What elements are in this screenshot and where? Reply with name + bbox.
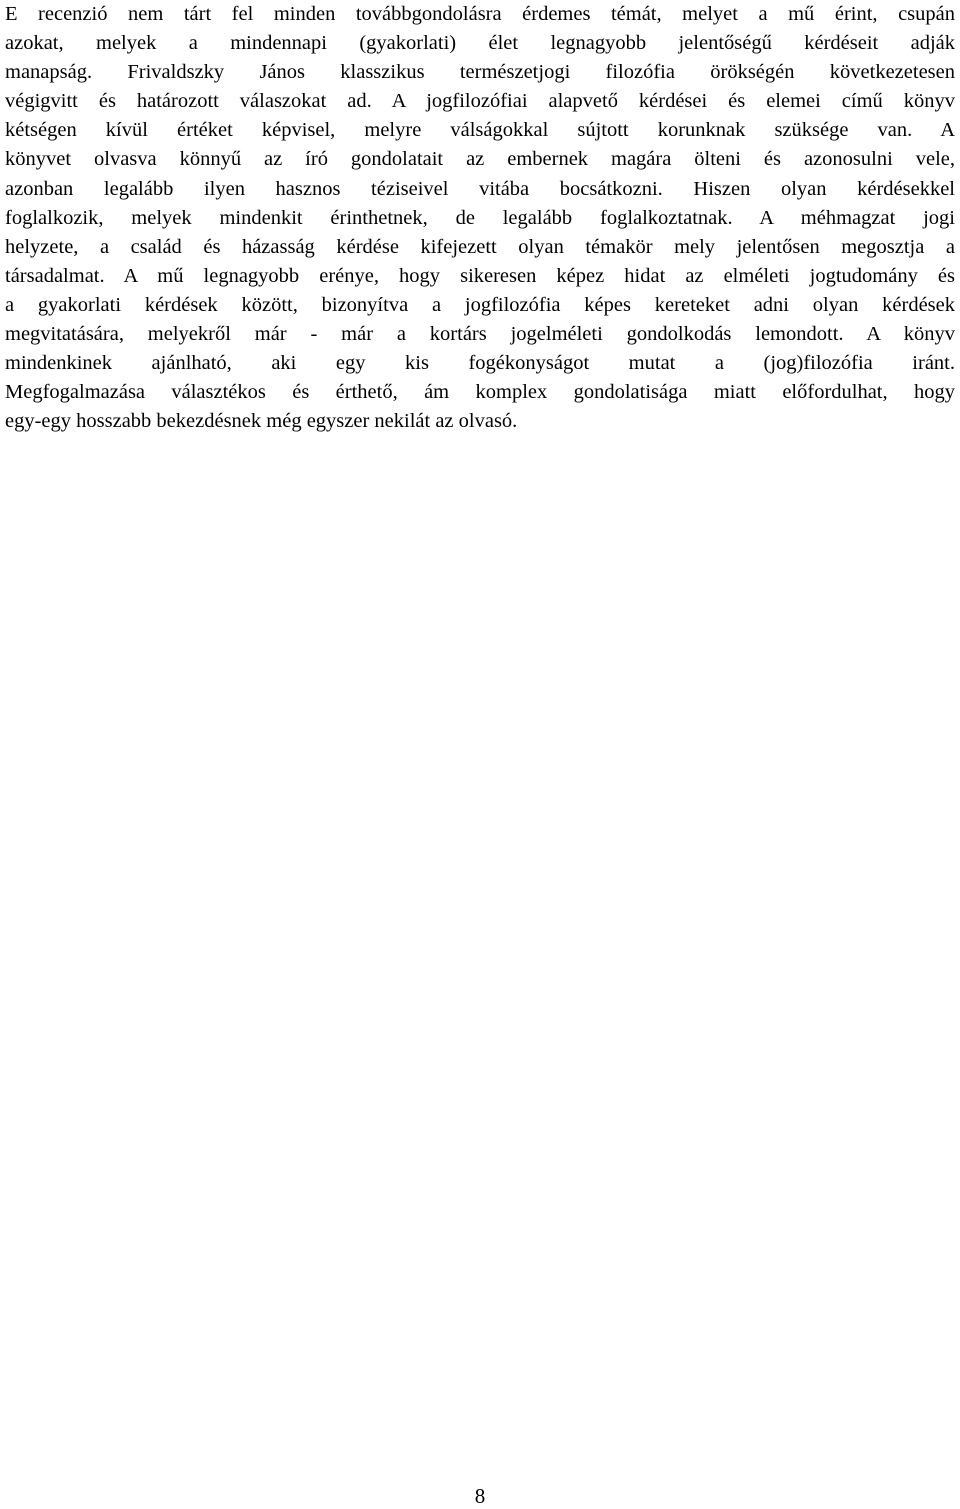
text-line: végigvitt és határozott válaszokat ad. A jogfilozófiai alapvető kérdései és elemei című könyv: [5, 90, 955, 113]
text-line: helyzete, a család és házasság kérdése kifejezett olyan témakör mely jelentősen megosztja a: [5, 235, 955, 258]
text-line: a gyakorlati kérdések között, bizonyítva a jogfilozófia képes kereteket adni olyan kérdések: [5, 293, 955, 316]
text-line: E recenzió nem tárt fel minden továbbgondolásra érdemes témát, melyet a mű érint, csupán: [5, 3, 955, 25]
text-line: manapság. Frivaldszky János klasszikus természetjogi filozófia örökségén következetesen: [5, 61, 955, 84]
text-line: társadalmat. A mű legnagyobb erénye, hogy sikeresen képez hidat az elméleti jogtudomány és: [5, 264, 955, 287]
body-paragraph: [5, 0, 955, 436]
text-line: egy-egy hosszabb bekezdésnek még egyszer nekilát az olvasó.: [5, 410, 518, 433]
text-line: mindenkinek ajánlható, aki egy kis fogékonyságot mutat a (jog)filozófia iránt.: [5, 352, 955, 375]
text-line: foglalkozik, melyek mindenkit érinthetnek, de legalább foglalkoztatnak. A méhmagzat jogi: [5, 206, 955, 229]
text-line: Megfogalmazása választékos és érthető, ám komplex gondolatisága miatt előfordulhat, hogy: [5, 381, 955, 404]
text-line: kétségen kívül értéket képvisel, melyre válságokkal sújtott korunknak szüksége van. A: [5, 119, 955, 142]
page-number: 8: [474, 1484, 486, 1508]
text-line: könyvet olvasva könnyű az író gondolatait az embernek magára ölteni és azonosulni vele,: [5, 148, 955, 171]
text-line: azonban legalább ilyen hasznos téziseivel vitába bocsátkozni. Hiszen olyan kérdésekkel: [5, 177, 955, 200]
text-line: megvitatására, melyekről már - már a kortárs jogelméleti gondolkodás lemondott. A könyv: [5, 323, 955, 346]
text-line: azokat, melyek a mindennapi (gyakorlati) élet legnagyobb jelentőségű kérdéseit adják: [5, 32, 955, 55]
